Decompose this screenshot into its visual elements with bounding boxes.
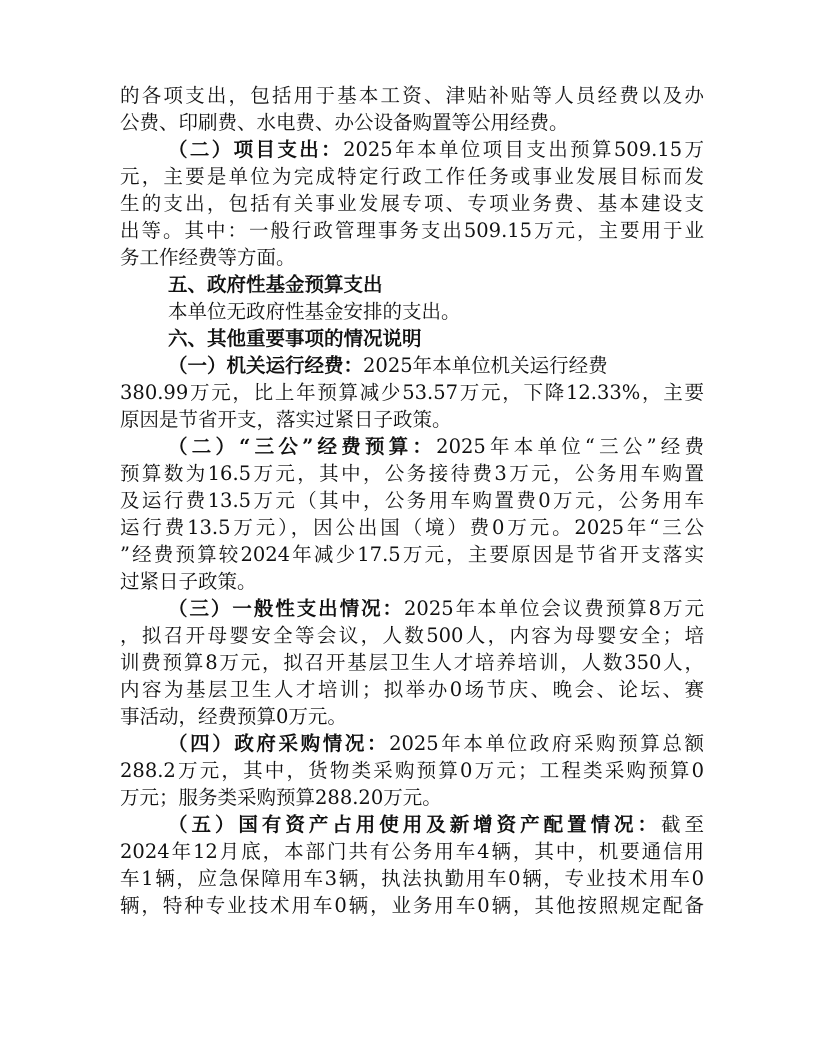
text-run: 288.2万元，其中，货物类采购预算0万元；工程类采购预算0 (120, 759, 704, 782)
text-line (120, 892, 704, 919)
text-line (120, 217, 704, 244)
text-line (120, 271, 704, 298)
text-run: 内容为基层卫生人才培训；拟举办0场节庆、晚会、论坛、赛 (120, 678, 704, 701)
text-line (120, 325, 704, 352)
text-line (120, 136, 704, 163)
bold-heading-run: （一）机关运行经费： (168, 354, 364, 377)
text-run: 的各项支出，包括用于基本工资、津贴补贴等人员经费以及办 (120, 84, 704, 107)
bold-heading-run: 六、其他重要事项的情况说明 (168, 327, 422, 350)
text-run: 万元；服务类采购预算288.20万元。 (120, 786, 442, 809)
body-text (120, 82, 704, 919)
text-line (120, 649, 704, 676)
text-line (120, 190, 704, 217)
text-run: 2024年12月底，本部门共有公务用车4辆，其中，机要通信用 (120, 840, 704, 863)
text-line (120, 757, 704, 784)
text-run: 元，主要是单位为完成特定行政工作任务或事业发展目标而发 (120, 165, 704, 188)
text-line (120, 514, 704, 541)
text-line (120, 487, 704, 514)
text-run: ”经费预算较2024年减少17.5万元，主要原因是节省开支落实 (120, 543, 704, 566)
text-run: 预算数为16.5万元，其中，公务接待费3万元，公务用车购置 (120, 462, 704, 485)
text-run: 原因是节省开支，落实过紧日子政策。 (120, 408, 452, 431)
text-run: 辆，特种专业技术用车0辆，业务用车0辆，其他按照规定配备 (120, 894, 704, 917)
text-run: 380.99万元，比上年预算减少53.57万元，下降12.33%，主要 (120, 381, 704, 404)
text-line (120, 865, 704, 892)
text-run: 运行费13.5万元），因公出国（境）费0万元。2025年“三公 (120, 516, 704, 539)
text-line (120, 298, 704, 325)
text-line (120, 703, 704, 730)
text-run: 生的支出，包括有关事业发展专项、专项业务费、基本建设支 (120, 192, 704, 215)
text-line (120, 838, 704, 865)
bold-heading-run: （四）政府采购情况： (168, 732, 390, 755)
text-line (120, 163, 704, 190)
text-line (120, 406, 704, 433)
text-line (120, 109, 704, 136)
text-run: 及运行费13.5万元（其中，公务用车购置费0万元，公务用车 (120, 489, 704, 512)
text-run: 截至 (661, 813, 704, 836)
bold-heading-run: （三）一般性支出情况： (168, 597, 404, 620)
text-line (120, 784, 704, 811)
text-run: 2025年本单位“三公”经费 (436, 435, 704, 458)
text-run: 务工作经费等方面。 (120, 246, 296, 269)
text-run: 2025年本单位项目支出预算509.15万 (343, 138, 704, 161)
bold-heading-run: （二）项目支出： (168, 138, 344, 161)
text-line (120, 244, 704, 271)
text-line (120, 379, 704, 406)
text-line (120, 811, 704, 838)
text-run: 事活动，经费预算0万元。 (120, 705, 347, 728)
text-line (120, 541, 704, 568)
text-run: ，拟召开母婴安全等会议，人数500人，内容为母婴安全；培 (120, 624, 704, 647)
text-line (120, 595, 704, 622)
text-run: 2025年本单位会议费预算8万元 (404, 597, 704, 620)
text-line (120, 622, 704, 649)
text-run: 出等。其中：一般行政管理事务支出509.15万元，主要用于业 (120, 219, 704, 242)
text-line (120, 460, 704, 487)
text-run: 本单位无政府性基金安排的支出。 (168, 300, 461, 323)
text-line (120, 352, 704, 379)
text-line (120, 676, 704, 703)
text-line (120, 433, 704, 460)
text-run: 公费、印刷费、水电费、办公设备购置等公用经费。 (120, 111, 569, 134)
text-run: 训费预算8万元，拟召开基层卫生人才培养培训，人数350人， (120, 651, 704, 674)
text-line (120, 82, 704, 109)
bold-heading-run: （五）国有资产占用使用及新增资产配置情况： (168, 813, 661, 836)
text-run: 车1辆，应急保障用车3辆，执法执勤用车0辆，专业技术用车0 (120, 867, 704, 890)
bold-heading-run: （二）“三公”经费预算： (168, 435, 437, 458)
text-run: 2025年本单位政府采购预算总额 (389, 732, 704, 755)
text-line (120, 730, 704, 757)
text-run: 2025年本单位机关运行经费 (363, 354, 608, 377)
text-run: 过紧日子政策。 (120, 570, 257, 593)
text-line (120, 568, 704, 595)
bold-heading-run: 五、政府性基金预算支出 (168, 273, 383, 296)
